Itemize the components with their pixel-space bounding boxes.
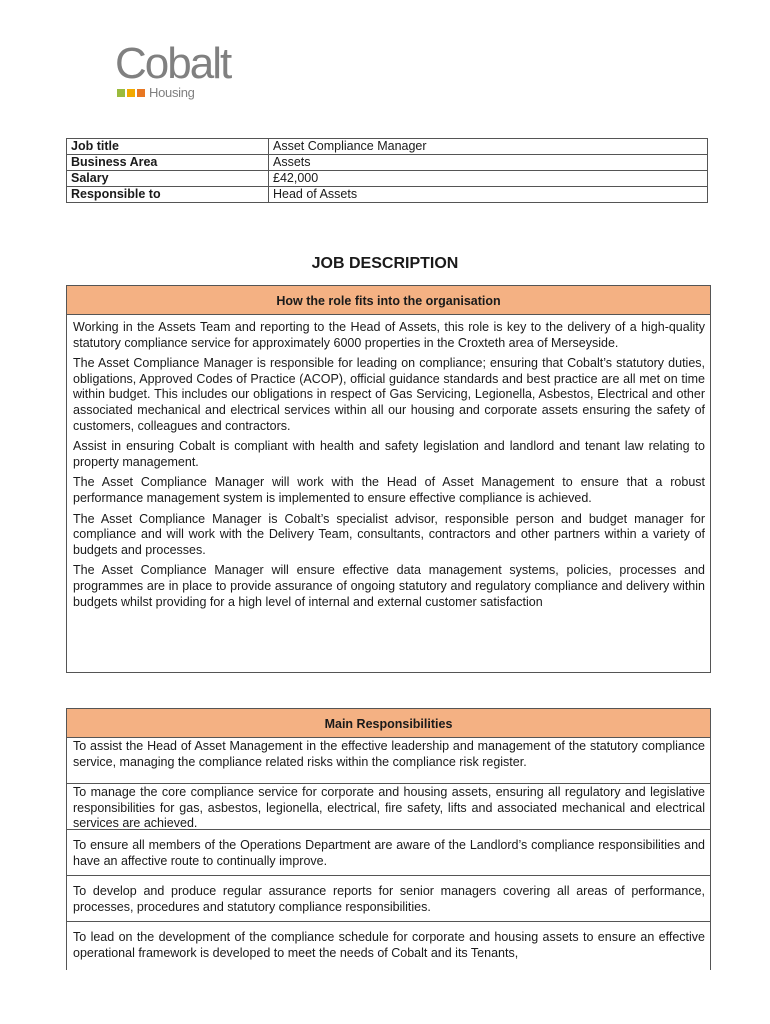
responsibility-item: To ensure all members of the Operations Department are aware of the Landlord’s compliance responsibilities and have an affective route to continually improve. — [67, 830, 710, 876]
responsibility-item: To manage the core compliance service for corporate and housing assets, ensuring all regulatory and legislative responsibilities for gas, asbestos, legionella, electrical, fire safety, lifts and associated mechanical and electrical services are achieved. — [67, 784, 710, 830]
info-row — [67, 187, 708, 203]
logo-subbar — [117, 85, 195, 100]
role-section-body — [67, 315, 710, 610]
info-key: Salary — [67, 171, 269, 187]
paragraph: Assist in ensuring Cobalt is compliant with health and safety legislation and landlord and tenant law relating to property management. — [73, 439, 705, 469]
info-row — [67, 155, 708, 171]
paragraph: The Asset Compliance Manager will ensure effective data management systems, policies, processes and programmes are in place to provide assurance of ongoing statutory and regulatory compliance and delivery within budgets whilst providing for a high level of internal and external customer satisfaction — [73, 563, 705, 609]
logo-square-yellow-icon — [127, 89, 135, 97]
logo-subtitle: Housing — [149, 85, 195, 100]
role-section — [66, 285, 711, 673]
responsibility-item: To lead on the development of the compliance schedule for corporate and housing assets to ensure an effective operational framework is developed to meet the needs of Cobalt and its Tenants, — [73, 930, 705, 960]
logo-square-green-icon — [117, 89, 125, 97]
logo-square-orange-icon — [137, 89, 145, 97]
info-value: £42,000 — [269, 171, 708, 187]
responsibilities-heading: Main Responsibilities — [67, 709, 710, 738]
company-logo — [115, 39, 255, 102]
info-key: Job title — [67, 139, 269, 155]
responsibilities-section — [66, 708, 711, 970]
info-value: Asset Compliance Manager — [269, 139, 708, 155]
document-title: JOB DESCRIPTION — [311, 255, 459, 272]
info-key: Responsible to — [67, 187, 269, 203]
paragraph: Working in the Assets Team and reporting to the Head of Assets, this role is key to the delivery of a high-quality statutory compliance service for approximately 6000 properties in the Croxteth area of Merseyside. — [73, 320, 705, 350]
info-row — [67, 171, 708, 187]
info-value: Assets — [269, 155, 708, 171]
job-info-table — [66, 138, 708, 203]
paragraph: The Asset Compliance Manager is Cobalt’s specialist advisor, responsible person and budget manager for compliance and will work with the Delivery Team, consultants, contractors and other partners within a variety of budgets and processes. — [73, 511, 705, 557]
paragraph: The Asset Compliance Manager is responsible for leading on compliance; ensuring that Cobalt’s statutory duties, obligations, Approved Codes of Practice (ACOP), official guidance standards and best practice are all met on time within budget. This includes our obligations in respect of Gas Servicing, Legionella, Asbestos, Electrical and other associated mechanical and electrical services within all our housing and corporate assets ensuring the safety of customers, colleagues and contractors. — [73, 356, 705, 433]
responsibility-item: To assist the Head of Asset Management in the effective leadership and management of the statutory compliance service, managing the compliance related risks within the compliance risk register. — [67, 738, 710, 784]
responsibility-item: To develop and produce regular assurance reports for senior managers covering all areas of performance, processes, procedures and statutory compliance responsibilities. — [67, 876, 710, 922]
role-section-heading: How the role fits into the organisation — [67, 286, 710, 315]
info-value: Head of Assets — [269, 187, 708, 203]
info-key: Business Area — [67, 155, 269, 171]
logo-wordmark: Cobalt — [115, 39, 231, 88]
info-row — [67, 139, 708, 155]
paragraph: The Asset Compliance Manager will work with the Head of Asset Management to ensure that a robust performance management system is implemented to ensure effective compliance is achieved. — [73, 475, 705, 505]
